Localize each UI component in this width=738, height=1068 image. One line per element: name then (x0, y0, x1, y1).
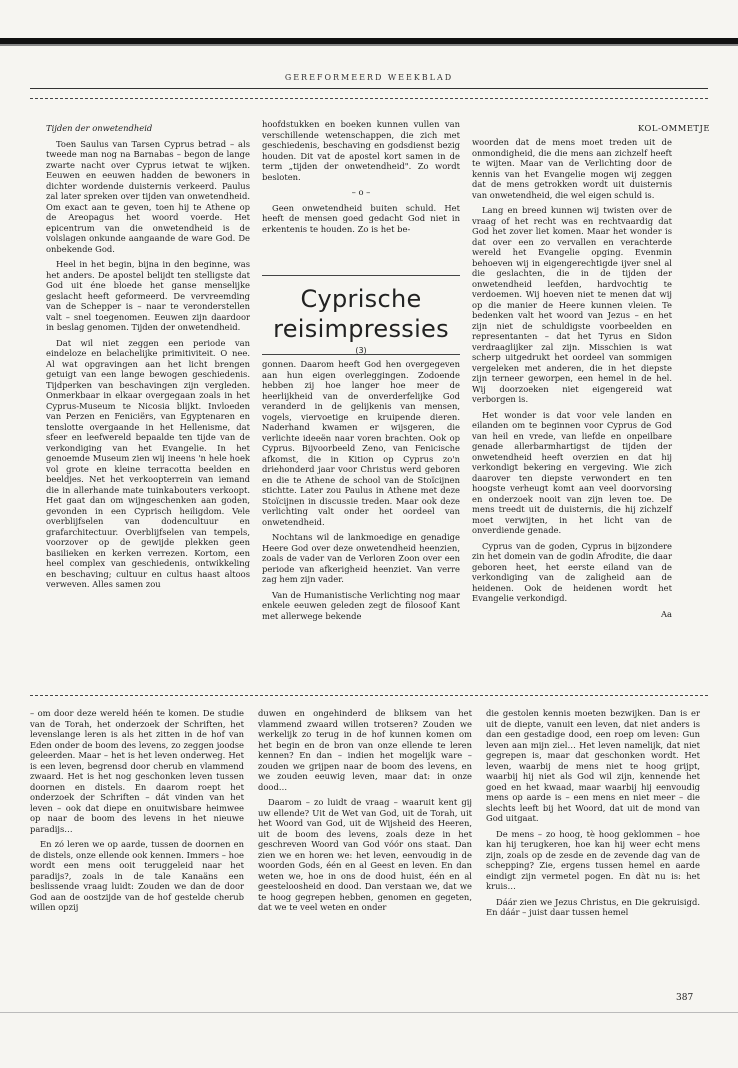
paragraph: Toen Saulus van Tarsen Cyprus betrad – als tweede man nog na Barnabas – begon de lange zwarte nacht over Cyprus ietwat te wijken. Eeuwen en eeuwen hadden de bewoners in dichter wordende duisternis verkeerd. Paulus zal later spreken over tijden van onwetendheid. Om exact aan te geven, toen hij te Athene op de Areopagus het woord voerde. Het epicentrum van die onwetendheid is de volslagen onkunde aangaande de ware God. De onbekende God. (46, 138, 250, 254)
article-title-line-1: Cyprische (300, 285, 422, 313)
running-head: GEREFORMEERD WEEKBLAD (284, 73, 454, 82)
bottom-column-3 (486, 708, 700, 923)
paragraph: En zó leren we op aarde, tussen de doornen en de distels, onze ellende ook kennen. Immers – hoe wordt een mens ooit teruggeleid naar het paradijs?, zoals in de tale Kanaäns een beslissende vraag luidt: Zouden we dan de door God aan de oostzijde van de hof gestelde cherub willen opzij (30, 839, 244, 912)
author-signature: Aa (660, 608, 672, 619)
page-number: 387 (676, 993, 694, 1003)
article-column-1 (46, 119, 250, 595)
paragraph: – om door deze wereld héén te komen. De studie van de Torah, het onderzoek der Schriften, het levenslange leren is als het zitten in de hof van Eden onder de boom des levens, zo zeggen joodse geleerden. Maar – het is het leven onderweg. Het is een leven, begrensd door cherub en vlammend zwaard. Het is het nog geschonken leven tussen doornen en distels. En daarom roept het onderzoek der Schriften – dát vinden van het leven – ook dat diepe en onuitwisbare heimwee op naar de boom des levens in het nieuwe paradijs… (30, 708, 244, 834)
paragraph: De mens – zo hoog, tè hoog geklommen – hoe kan hij terugkeren, hoe kan hij weer echt mens zijn, zoals op de zesde en de zevende dag van de schepping? Zie, ergens tussen hemel en aarde eindigt zijn vermetel pogen. En dàt nu is: het kruis… (486, 828, 700, 891)
article-box (30, 98, 708, 696)
section-heading: Tijden der onwetendheid (46, 123, 153, 133)
paragraph: Daarom – zo luidt de vraag – waaruit kent gij uw ellende? Uit de Wet van God, uit de Torah, uit het Woord van God, uit de Wijsheid des Heeren, uit de boom des levens, zoals deze in het geschreven Woord van God vóór ons staat. Dan zien we en horen we: het leven, eenvoudig in de woorden Gods, één en al Geest en leven. En dan weten we, hoe in ons de dood huist, één en al geesteloosheid en dood. Dan verstaan we, dat we te hoog gegrepen hebben, genomen en gegeten, dat we te veel weten en onder (258, 797, 472, 912)
article-title-line-2: reisimpressies (273, 315, 449, 343)
paragraph: woorden dat de mens moet treden uit de onmondigheid, die die mens aan zichzelf heeft te wijten. Maar van de Verlichting door de kennis van het Evangelie mogen wij zeggen dat de mens getrokken wordt uit duisternis van onwetendheid, die wel eigen schuld is. (472, 137, 672, 200)
section-separator: – o – (351, 187, 371, 197)
paragraph: Dat wil niet zeggen een periode van eindeloze en belachelijke primitiviteit. O nee. Al wat opgravingen aan het licht brengen getuigt van een lange bewogen geschiedenis. Tijdperken van beschavingen zijn vergleden. Onmerkbaar in elkaar overgegaan zoals in het Cyprus-Museum te Nicosia blijkt. Invloeden van Perzen en Feniciërs, van Egyptenaren en tenslotte overgaande in het Hellenisme, dat sfeer en leefwereld bepaalde ten tijde van de verkondiging van het Evangelie. In het genoemde Museum zien wij ineens 'n hele hoek vol grote en kleine terracotta beelden en beeldjes. Net het verkoopterrein van iemand die in allerhande mate tuinkabouters verkoopt. Het gaat dan om wijngeschenken aan goden, gevonden in een Cyprisch heiligdom. Vele overblijfselen van dodencultuur en grafarchitectuur. Overblijfselen van tempels, voorzover op de gewijde plekken geen basilieken en kerken verrezen. Kortom, een heel complex van geschiedenis, ontwikkeling en beschaving; cultuur en cultus haast altoos verweven. Alles samen zou (46, 337, 250, 589)
paragraph: Geen onwetendheid buiten schuld. Het heeft de mensen goed gedacht God niet in erkentenis te houden. Zo is het be- (262, 202, 460, 234)
bottom-column-1 (30, 708, 244, 918)
paragraph: gonnen. Daarom heeft God hen overgegeven aan hun eigen overleggingen. Zodoende hebben zij hoe langer hoe meer de heerlijkheid van de onverderfelijke God veranderd in de gelijkenis van mensen, vogels, viervoetige en kruipende dieren. Naderhand kwamen er wijsgeren, die verlichte ideeën naar voren brachten. Ook op Cyprus. Bijvoorbeeld Zeno, van Fenicische afkomst, die in Kition op Cyprus zo'n driehonderd jaar voor Christus werd geboren en die te Athene de school van de Stoïcijnen stichtte. Later zou Paulus in Athene met deze Stoïcijnen in discussie treden. Maar ook deze verlichting valt onder het oordeel van onwetendheid. (262, 359, 460, 527)
paragraph: Van de Humanistische Verlichting nog maar enkele eeuwen geleden zegt de filosoof Kant met allerwege bekende (262, 589, 460, 621)
article-column-3 (472, 137, 672, 624)
paragraph: Nochtans wil de lankmoedige en genadige Heere God over deze onwetendheid heenzien, zoals de vader van de Verloren Zoon over een periode van afkerigheid heenziet. Van verre zag hem zijn vader. (262, 532, 460, 584)
paragraph: Het wonder is dat voor vele landen en eilanden om te beginnen voor Cyprus de God van heil en vrede, van liefde en onpeilbare genade allerbarmhartigst de tijden der onwetendheid heeft overzien en dat hij verkondigt bekering en vergeving. Wie zich daarover ten diepste verwondert en ten hoogste verheugt komt aan veel doorvorsing en onderzoek nooit van zijn leven toe. De mens treedt uit de duisternis, die hij zichzelf moet verwijten, in het licht van de onverdiende genade. (472, 409, 672, 535)
paragraph: Heel in het begin, bijna in den beginne, was het anders. De apostel belijdt ten stelligste dat God uit éne bloede het ganse menselijke geslacht heeft geformeerd. De vervreemding van de Schepper is – naar te veronderstellen valt – snel toegenomen. Eeuwen zijn daardoor in beslag genomen. Tijden der onwetendheid. (46, 259, 250, 332)
paragraph: Dáár zien we Jezus Christus, en Die gekruisigd. En dáár – juist daar tussen hemel (486, 896, 700, 917)
article-column-2-top (262, 119, 460, 239)
paragraph: hoofdstukken en boeken kunnen vullen van verschillende wetenschappen, die zich met geschiedenis, beschaving en godsdienst bezig houden. Dit vat de apostel kort samen in de term „tijden der onwetendheid". Zo wordt besloten. (262, 119, 460, 182)
paragraph: die gestolen kennis moeten bezwijken. Dan is er uit de diepte, vanuit een leven, dat niet anders is dan een gestadige dood, een roep om leven: Gun leven aan mijn ziel… Het leven namelijk, dat niet gegrepen is, maar dat geschonken wordt. Het leven, waarbij de mens niet te hoog grijpt, waarbij hij niet als God wil zijn, kennende het goed en het kwaad, maar waarbij hij eenvoudig mens op aarde is – een mens en niet meer – die slechts leeft bij het Woord, dat uit de mond van God uitgaat. (486, 708, 700, 823)
paragraph: Cyprus van de goden, Cyprus in bijzondere zin het domein van de godin Afrodite, die daar geboren heet, het eerste eiland van de verkondiging van de zaligheid aan de heidenen. Ook de heidenen wordt het Evangelie verkondigd. (472, 540, 672, 603)
paragraph: duwen en ongehinderd de bliksem van het vlammend zwaard willen trotseren? Zouden we werkelijk zo terug in de hof kunnen komen om het begin en de bron van onze ellende te leren kennen? En dan – indien het mogelijk ware – zouden we grijpen naar de boom des levens, en we zouden eeuwig leven, maar dat: in onze dood… (258, 708, 472, 792)
header-rule (30, 88, 708, 89)
article-title-block (262, 275, 460, 355)
bottom-column-2 (258, 708, 472, 918)
article-part-number: (3) (355, 346, 367, 355)
kolommetje-label: KOL-OMMETJE (638, 123, 710, 133)
scan-top-edge (0, 44, 738, 46)
article-column-2-bottom (262, 359, 460, 626)
paragraph: Lang en breed kunnen wij twisten over de vraag of het recht was en rechtvaardig dat God het zover liet komen. Maar het wonder is dat over een zo vervallen en verachterde wereld het Evangelie opging. Evenmin behoeven wij in eigengerechtigde ijver snel al die geslachten, die in de tijden der onwetendheid leefden, hardvochtig te verdoemen. Wij hoeven niet te menen dat wij op die manier de Heere kunnen vleien. Te bedenken valt het woord van Jezus – en het zijn niet de schuldigste voorbeelden en representanten – dat het Tyrus en Sidon verdraaglijker zal zijn. Misschien is wat scherp uitgedrukt het oordeel van sommigen vergeleken met anderen, die in het diepste zijn terneer geworpen, een hemel in de hel. Wij doorzoeken niet eigengereid wat verborgen is. (472, 205, 672, 404)
scan-bottom-edge (0, 1012, 738, 1013)
